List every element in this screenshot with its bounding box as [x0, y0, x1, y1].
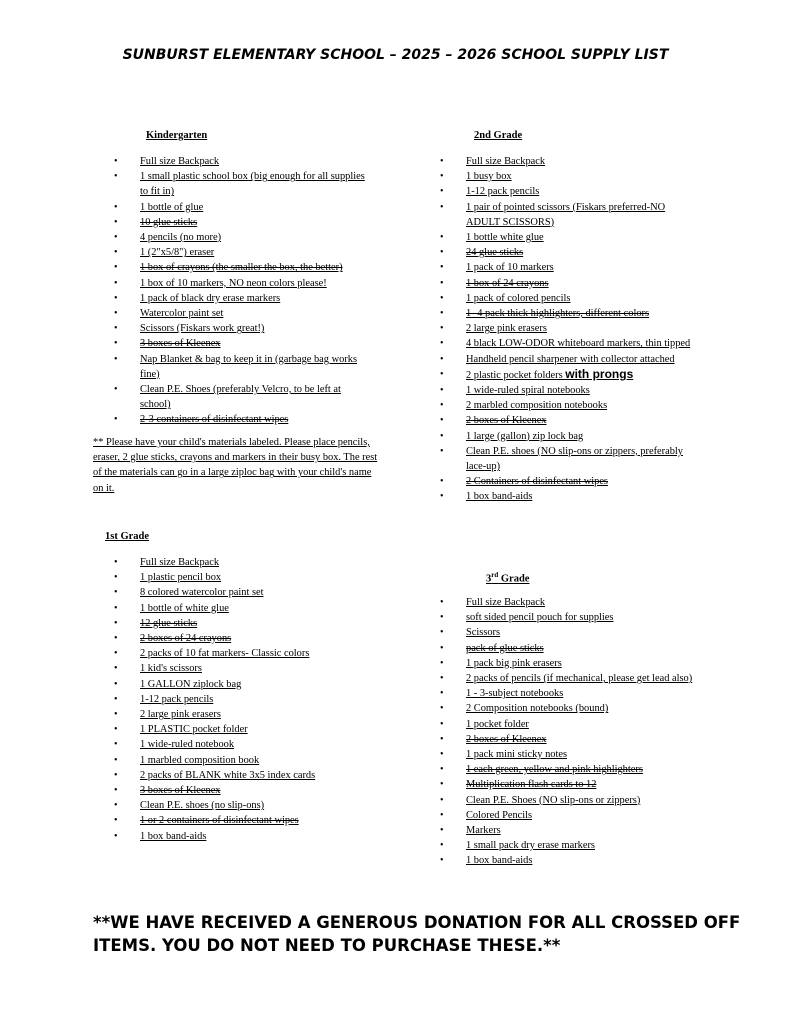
item-text: 1 PLASTIC pocket folder [140, 724, 248, 736]
list-item [440, 838, 705, 853]
item-emphasis: with prongs [565, 366, 634, 381]
list-item [440, 383, 700, 398]
kindergarten-note: ** Please have your child's materials labeled. Please place pencils, eraser, 2 glue sticks, crayons and markers in their busy box. The rest of the materials can go in a large ziploc bag with your child's name on it. [93, 437, 378, 494]
item-text: Clean P.E. Shoes (NO slip-ons or zippers) [466, 794, 641, 806]
list-item [440, 260, 700, 275]
list-item [440, 367, 700, 383]
list-item [440, 747, 705, 762]
list-item [114, 215, 374, 230]
item-text: Markers [466, 825, 501, 837]
item-text: Full size Backpack [140, 156, 220, 167]
list-item [440, 671, 705, 686]
third-grade-heading: 3rd Grade [486, 571, 530, 585]
second-grade-list [440, 154, 700, 505]
first-grade-heading: 1st Grade [105, 531, 150, 542]
item-text: 2 packs of pencils (if mechanical, please get lead also) [466, 673, 693, 685]
list-item [114, 646, 384, 661]
list-item [440, 398, 700, 413]
list-item [114, 677, 384, 692]
item-text: 1 box of 24 crayons [466, 277, 549, 289]
list-item [440, 336, 700, 351]
item-text: pack of glue sticks [466, 642, 544, 654]
second-grade-heading: 2nd Grade [474, 130, 523, 141]
list-item [440, 306, 700, 321]
list-item [440, 853, 705, 868]
list-item [114, 753, 384, 768]
item-text: 1 wide-ruled notebook [140, 739, 235, 751]
item-text: 1 (2"x5/8") eraser [140, 247, 215, 259]
item-text: 1 pack mini sticky notes [466, 749, 568, 761]
item-text: 1 plastic pencil box [140, 572, 222, 584]
list-item [440, 474, 700, 489]
item-text: 1- 4 pack thick highlighters, different colors [466, 308, 650, 320]
item-text: 1-12 pack pencils [466, 186, 540, 198]
list-item [114, 306, 374, 321]
item-text: 2 large pink erasers [140, 709, 221, 721]
item-text: 1 kid's scissors [140, 663, 202, 675]
list-item [440, 701, 705, 716]
item-text: 2 packs of BLANK white 3x5 index cards [140, 769, 316, 781]
list-item [440, 245, 700, 260]
list-item [114, 154, 374, 169]
item-text: 1 pair of pointed scissors (Fiskars preferred-NO ADULT SCISSORS) [466, 201, 666, 228]
list-item [440, 489, 700, 504]
list-item [114, 798, 384, 813]
item-text: 1 box band-aids [140, 830, 207, 842]
item-text: Clean P.E. Shoes (preferably Velcro, to be left at school) [140, 384, 341, 411]
list-item [440, 641, 705, 656]
list-item [440, 762, 705, 777]
item-text: 4 black LOW-ODOR whiteboard markers, thin tipped [466, 338, 691, 350]
list-item [114, 230, 374, 245]
item-text: 2 plastic pocket folders [466, 369, 566, 381]
item-text: 2 marbled composition notebooks [466, 400, 608, 412]
item-text: 1 or 2 containers of disinfectant wipes [140, 815, 299, 827]
item-text: 1 small plastic school box (big enough for all supplies to fit in) [140, 171, 365, 198]
item-text: Full size Backpack [466, 597, 546, 608]
list-item [440, 656, 705, 671]
item-text: 1 marbled composition book [140, 754, 260, 766]
list-item [114, 276, 374, 291]
item-text: Nap Blanket & bag to keep it in (garbage bag works fine) [140, 353, 357, 380]
item-text: 1 pack of black dry erase markers [140, 292, 281, 304]
item-text: Multiplication flash cards to 12 [466, 779, 597, 791]
item-text: 3 boxes of Kleenex [140, 785, 221, 797]
first-grade-list [114, 555, 384, 844]
list-item [114, 260, 374, 275]
kindergarten-list [114, 154, 374, 428]
list-item [114, 245, 374, 260]
list-item [114, 412, 374, 427]
page-title: SUNBURST ELEMENTARY SCHOOL – 2025 – 2026 SCHOOL SUPPLY LIST [122, 47, 669, 63]
list-item [114, 382, 374, 412]
item-text: 4 pencils (no more) [140, 232, 222, 244]
list-item [114, 661, 384, 676]
item-text: 1 box of crayons (the smaller the box, the better) [140, 262, 343, 274]
list-item [440, 808, 705, 823]
list-item [440, 429, 700, 444]
item-text: 1 - 3-subject notebooks [466, 688, 564, 700]
list-item [114, 585, 384, 600]
item-text: 10 glue sticks [140, 216, 198, 228]
item-text: 1 busy box [466, 171, 512, 183]
list-item [114, 616, 384, 631]
item-text: 1 small pack dry erase markers [466, 840, 595, 852]
list-item [440, 732, 705, 747]
item-text: 2 Containers of disinfectant wipes [466, 476, 608, 488]
list-item [440, 686, 705, 701]
item-text: 3 boxes of Kleenex [140, 338, 221, 350]
list-item [114, 813, 384, 828]
list-item [440, 444, 700, 474]
item-text: 1 box band-aids [466, 855, 533, 867]
item-text: Handheld pencil sharpener with collector attached [466, 353, 675, 365]
list-item [440, 184, 700, 199]
item-text: 1 bottle white glue [466, 232, 544, 244]
list-item [114, 631, 384, 646]
item-text: 2 boxes of Kleenex [466, 733, 547, 745]
third-grade-list [440, 595, 705, 869]
item-text: Colored Pencils [466, 809, 533, 821]
item-text: 1 box of 10 markers, NO neon colors please! [140, 277, 327, 289]
list-item [114, 321, 374, 336]
list-item [440, 200, 700, 230]
item-text: Clean P.E. shoes (no slip-ons) [140, 800, 265, 812]
item-text: 2 packs of 10 fat markers- Classic colors [140, 648, 310, 660]
list-item [440, 610, 705, 625]
list-item [114, 570, 384, 585]
list-item [440, 169, 700, 184]
item-text: 1 pack big pink erasers [466, 657, 562, 669]
list-item [114, 768, 384, 783]
list-item [440, 154, 700, 169]
item-text: 1 pack of colored pencils [466, 292, 571, 304]
list-item [440, 276, 700, 291]
list-item [114, 352, 374, 382]
item-text: 1 each green, yellow and pink highlighters [466, 764, 643, 776]
list-item [440, 823, 705, 838]
item-text: 1 large (gallon) zip lock bag [466, 430, 584, 442]
item-text: 1 GALLON ziplock bag [140, 678, 242, 690]
item-text: 1 pocket folder [466, 718, 529, 730]
kindergarten-heading: Kindergarten [146, 130, 208, 141]
item-text: Watercolor paint set [140, 308, 224, 320]
list-item [440, 777, 705, 792]
list-item [440, 625, 705, 640]
item-text: 2-3 containers of disinfectant wipes [140, 414, 289, 426]
list-item [440, 413, 700, 428]
list-item [114, 692, 384, 707]
list-item [114, 707, 384, 722]
list-item [114, 169, 374, 199]
item-text: 24 glue sticks [466, 247, 524, 259]
item-text: 1 wide-ruled spiral notebooks [466, 385, 590, 397]
list-item [114, 291, 374, 306]
list-item [114, 601, 384, 616]
list-item [440, 352, 700, 367]
item-text: 8 colored watercolor paint set [140, 587, 264, 599]
item-text: soft sided pencil pouch for supplies [466, 612, 614, 624]
list-item [440, 291, 700, 306]
list-item [114, 336, 374, 351]
item-text: 1 pack of 10 markers [466, 262, 554, 274]
list-item [114, 737, 384, 752]
item-text: 1 bottle of glue [140, 201, 204, 213]
item-text: Clean P.E. shoes (NO slip-ons or zippers, preferably lace-up) [466, 445, 683, 473]
item-text: Scissors [466, 627, 501, 639]
item-text: 2 boxes of 24 crayons [140, 633, 232, 645]
list-item [114, 783, 384, 798]
item-text: Full size Backpack [466, 156, 546, 167]
item-text: 1 bottle of white glue [140, 602, 229, 614]
list-item [440, 321, 700, 336]
list-item [440, 717, 705, 732]
item-text: Full size Backpack [140, 557, 220, 568]
list-item [114, 200, 374, 215]
item-text: 1 box band-aids [466, 491, 533, 503]
item-text: 12 glue sticks [140, 617, 198, 629]
item-text: Scissors (Fiskars work great!) [140, 323, 265, 335]
list-item [114, 555, 384, 570]
donation-footer: **WE HAVE RECEIVED A GENEROUS DONATION FOR ALL CROSSED OFF ITEMS. YOU DO NOT NEED TO PURCHASE THESE.** [93, 913, 741, 955]
list-item [114, 829, 384, 844]
item-text: 1-12 pack pencils [140, 693, 214, 705]
item-text: 2 boxes of Kleenex [466, 415, 547, 427]
item-text: 2 large pink erasers [466, 323, 547, 335]
list-item [440, 230, 700, 245]
list-item [114, 722, 384, 737]
list-item [440, 595, 705, 610]
list-item [440, 793, 705, 808]
item-text: 2 Composition notebooks (bound) [466, 703, 609, 715]
